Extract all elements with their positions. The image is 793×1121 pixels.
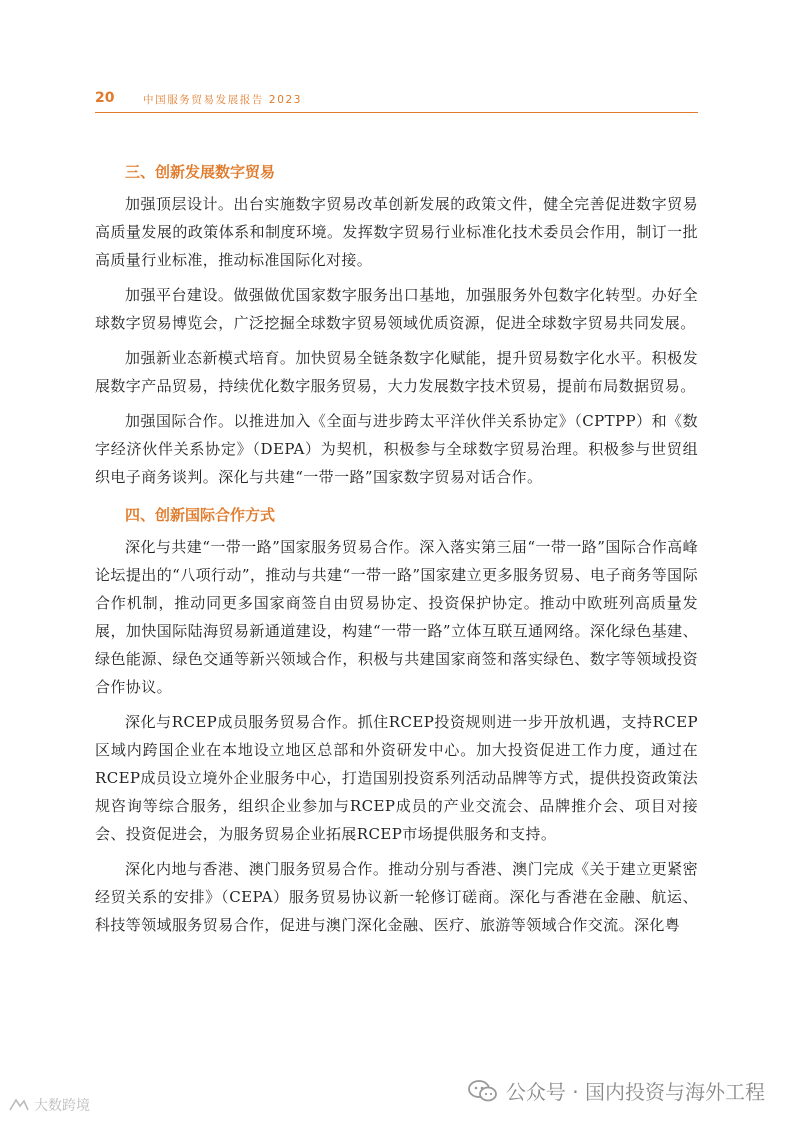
wechat-watermark (468, 1076, 765, 1105)
corner-watermark-text: 大数跨境 (34, 1098, 90, 1114)
paragraph: 加强国际合作。以推进加入《全面与进步跨太平洋伙伴关系协定》（CPTPP）和《数字经济伙伴关系协定》（DEPA）为契机，积极参与全球数字贸易治理。积极参与世贸组织电子商务谈判。深化与共建“一带一路”国家数字贸易对话合作。 (95, 412, 698, 486)
running-title: 中国服务贸易发展报告 2023 (143, 94, 303, 106)
watermark-text: 公众号 · 国内投资与海外工程 (505, 1080, 765, 1104)
paragraph: 深化内地与香港、澳门服务贸易合作。推动分别与香港、澳门完成《关于建立更紧密经贸关系的安排》（CEPA）服务贸易协议新一轮修订磋商。深化与香港在金融、航运、科技等领域服务贸易合作，促进与澳门深化金融、医疗、旅游等领域合作交流。深化粤 (95, 860, 698, 934)
page-header (95, 90, 698, 113)
section-title-digital-trade: 三、创新发展数字贸易 (125, 163, 276, 181)
wechat-icon (468, 1079, 498, 1103)
brand-logo-icon (8, 1098, 30, 1112)
paragraph: 深化与RCEP成员服务贸易合作。抓住RCEP投资规则进一步开放机遇，支持RCEP区域内跨国企业在本地设立地区总部和外资研发中心。加大投资促进工作力度，通过在RCEP成员设立境外企业服务中心，打造国别投资系列活动品牌等方式，提供投资政策法规咨询等综合服务，组织企业参加与RCEP成员的产业交流会、品牌推介会、项目对接会、投资促进会，为服务贸易企业拓展RCEP市场提供服务和支持。 (95, 713, 698, 843)
paragraph: 加强顶层设计。出台实施数字贸易改革创新发展的政策文件，健全完善促进数字贸易高质量发展的政策体系和制度环境。发挥数字贸易行业标准化技术委员会作用，制订一批高质量行业标准，推动标准国际化对接。 (95, 195, 698, 269)
page-content (95, 155, 698, 946)
paragraph: 加强新业态新模式培育。加快贸易全链条数字化赋能，提升贸易数字化水平。积极发展数字产品贸易，持续优化数字服务贸易，大力发展数字技术贸易，提前布局数据贸易。 (95, 349, 698, 395)
section-title-international-cooperation: 四、创新国际合作方式 (125, 506, 276, 524)
page-number: 20 (95, 90, 115, 106)
corner-watermark (8, 1095, 90, 1115)
paragraph: 加强平台建设。做强做优国家数字服务出口基地，加强服务外包数字化转型。办好全球数字贸易博览会，广泛挖掘全球数字贸易领域优质资源，促进全球数字贸易共同发展。 (95, 286, 698, 332)
paragraph: 深化与共建“一带一路”国家服务贸易合作。深入落实第三届“一带一路”国际合作高峰论坛提出的“八项行动”，推动与共建“一带一路”国家建立更多服务贸易、电子商务等国际合作机制，推动同更多国家商签自由贸易协定、投资保护协定。推动中欧班列高质量发展，加快国际陆海贸易新通道建设，构建“一带一路”立体互联互通网络。深化绿色基建、绿色能源、绿色交通等新兴领域合作，积极与共建国家商签和落实绿色、数字等领域投资合作协议。 (95, 538, 698, 696)
